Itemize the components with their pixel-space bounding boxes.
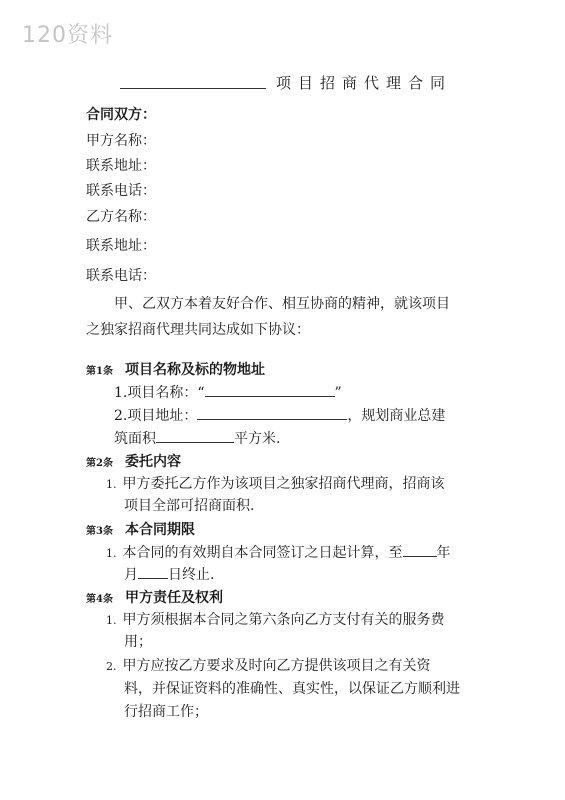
article-3-item-1 bbox=[106, 543, 451, 563]
article-1-item-1 bbox=[114, 383, 342, 402]
article-1-title: 项目名称及标的物地址 bbox=[124, 362, 265, 378]
article-4-item-1-line-2: 用； bbox=[124, 634, 152, 650]
party-a-address-label: 联系地址： bbox=[86, 158, 156, 174]
preamble-line-2: 之独家招商代理共同达成如下协议： bbox=[86, 322, 310, 338]
article-1-heading bbox=[86, 361, 265, 381]
article-1-item-2-line-2 bbox=[114, 429, 280, 448]
article-3-title: 本合同期限 bbox=[124, 522, 195, 538]
article-4-item-2-line-1: 甲方应按乙方要求及时向乙方提供该项目之有关资 bbox=[122, 658, 431, 674]
article-4-title: 甲方责任及权利 bbox=[124, 590, 223, 606]
document-title: 项目招商代理合同 bbox=[276, 74, 453, 92]
article-3-line-1-prefix: 本合同的有效期自本合同签订之日起计算，至 bbox=[122, 545, 403, 561]
article-2-number: 第2条 bbox=[86, 458, 113, 469]
article-3-line-2-prefix: 月 bbox=[124, 567, 138, 583]
item-1-prefix: 1.项目名称：“ bbox=[114, 385, 205, 401]
preamble-line-1: 甲、乙双方本着友好合作、相互协商的精神，就该项目 bbox=[114, 296, 450, 312]
document-title-row bbox=[120, 72, 480, 94]
article-2-heading bbox=[86, 453, 181, 473]
article-4-heading bbox=[86, 589, 223, 609]
party-b-phone-label: 联系电话： bbox=[86, 268, 156, 284]
article-3-heading bbox=[86, 521, 195, 541]
article-4-item-2-line-3: 行招商工作； bbox=[124, 704, 208, 720]
floor-area-blank bbox=[156, 429, 234, 443]
article-4-item-2 bbox=[106, 657, 431, 676]
party-b-address-label: 联系地址： bbox=[86, 238, 156, 254]
article-3-line-1-suffix: 年 bbox=[436, 545, 451, 561]
article-2-item-1 bbox=[106, 475, 445, 494]
article-3-item-number: 1. bbox=[106, 547, 117, 560]
item-1-suffix: ” bbox=[334, 385, 342, 401]
item-2-line-2-prefix: 筑面积 bbox=[114, 431, 156, 447]
article-4-item-2-line-2: 料，并保证资料的准确性、真实性，以保证乙方顺利进 bbox=[124, 681, 460, 697]
item-2-prefix: 2.项目地址： bbox=[114, 408, 198, 424]
party-b-name-label: 乙方名称： bbox=[86, 209, 156, 225]
article-4-item-1 bbox=[106, 611, 445, 630]
project-address-blank bbox=[197, 406, 347, 420]
article-4-item-2-number: 2. bbox=[106, 660, 117, 673]
party-a-name-label: 甲方名称： bbox=[86, 133, 156, 149]
article-4-item-1-number: 1. bbox=[106, 614, 117, 627]
article-2-item-number: 1. bbox=[106, 478, 117, 491]
article-4-number: 第4条 bbox=[86, 594, 113, 605]
parties-heading: 合同双方： bbox=[86, 107, 156, 123]
article-2-line-2: 项目全部可招商面积. bbox=[124, 498, 255, 514]
article-4-item-1-line-1: 甲方须根据本合同之第六条向乙方支付有关的服务费 bbox=[122, 612, 445, 628]
project-name-blank bbox=[205, 383, 335, 397]
end-year-blank bbox=[403, 543, 437, 557]
title-blank-line bbox=[120, 88, 266, 89]
end-month-blank bbox=[138, 565, 168, 579]
article-1-item-2 bbox=[114, 406, 445, 425]
article-3-number: 第3条 bbox=[86, 526, 113, 537]
watermark: 120资料 bbox=[22, 23, 113, 48]
article-3-line-2 bbox=[124, 565, 214, 584]
article-2-line-1: 甲方委托乙方作为该项目之独家招商代理商，招商该 bbox=[122, 476, 445, 492]
item-2-suffix: ，规划商业总建 bbox=[347, 408, 446, 424]
article-2-title: 委托内容 bbox=[124, 454, 181, 470]
party-a-phone-label: 联系电话： bbox=[86, 183, 156, 199]
article-1-number: 第1条 bbox=[86, 366, 113, 377]
article-3-line-2-suffix: 日终止. bbox=[168, 567, 215, 583]
item-2-line-2-suffix: 平方米. bbox=[234, 431, 281, 447]
